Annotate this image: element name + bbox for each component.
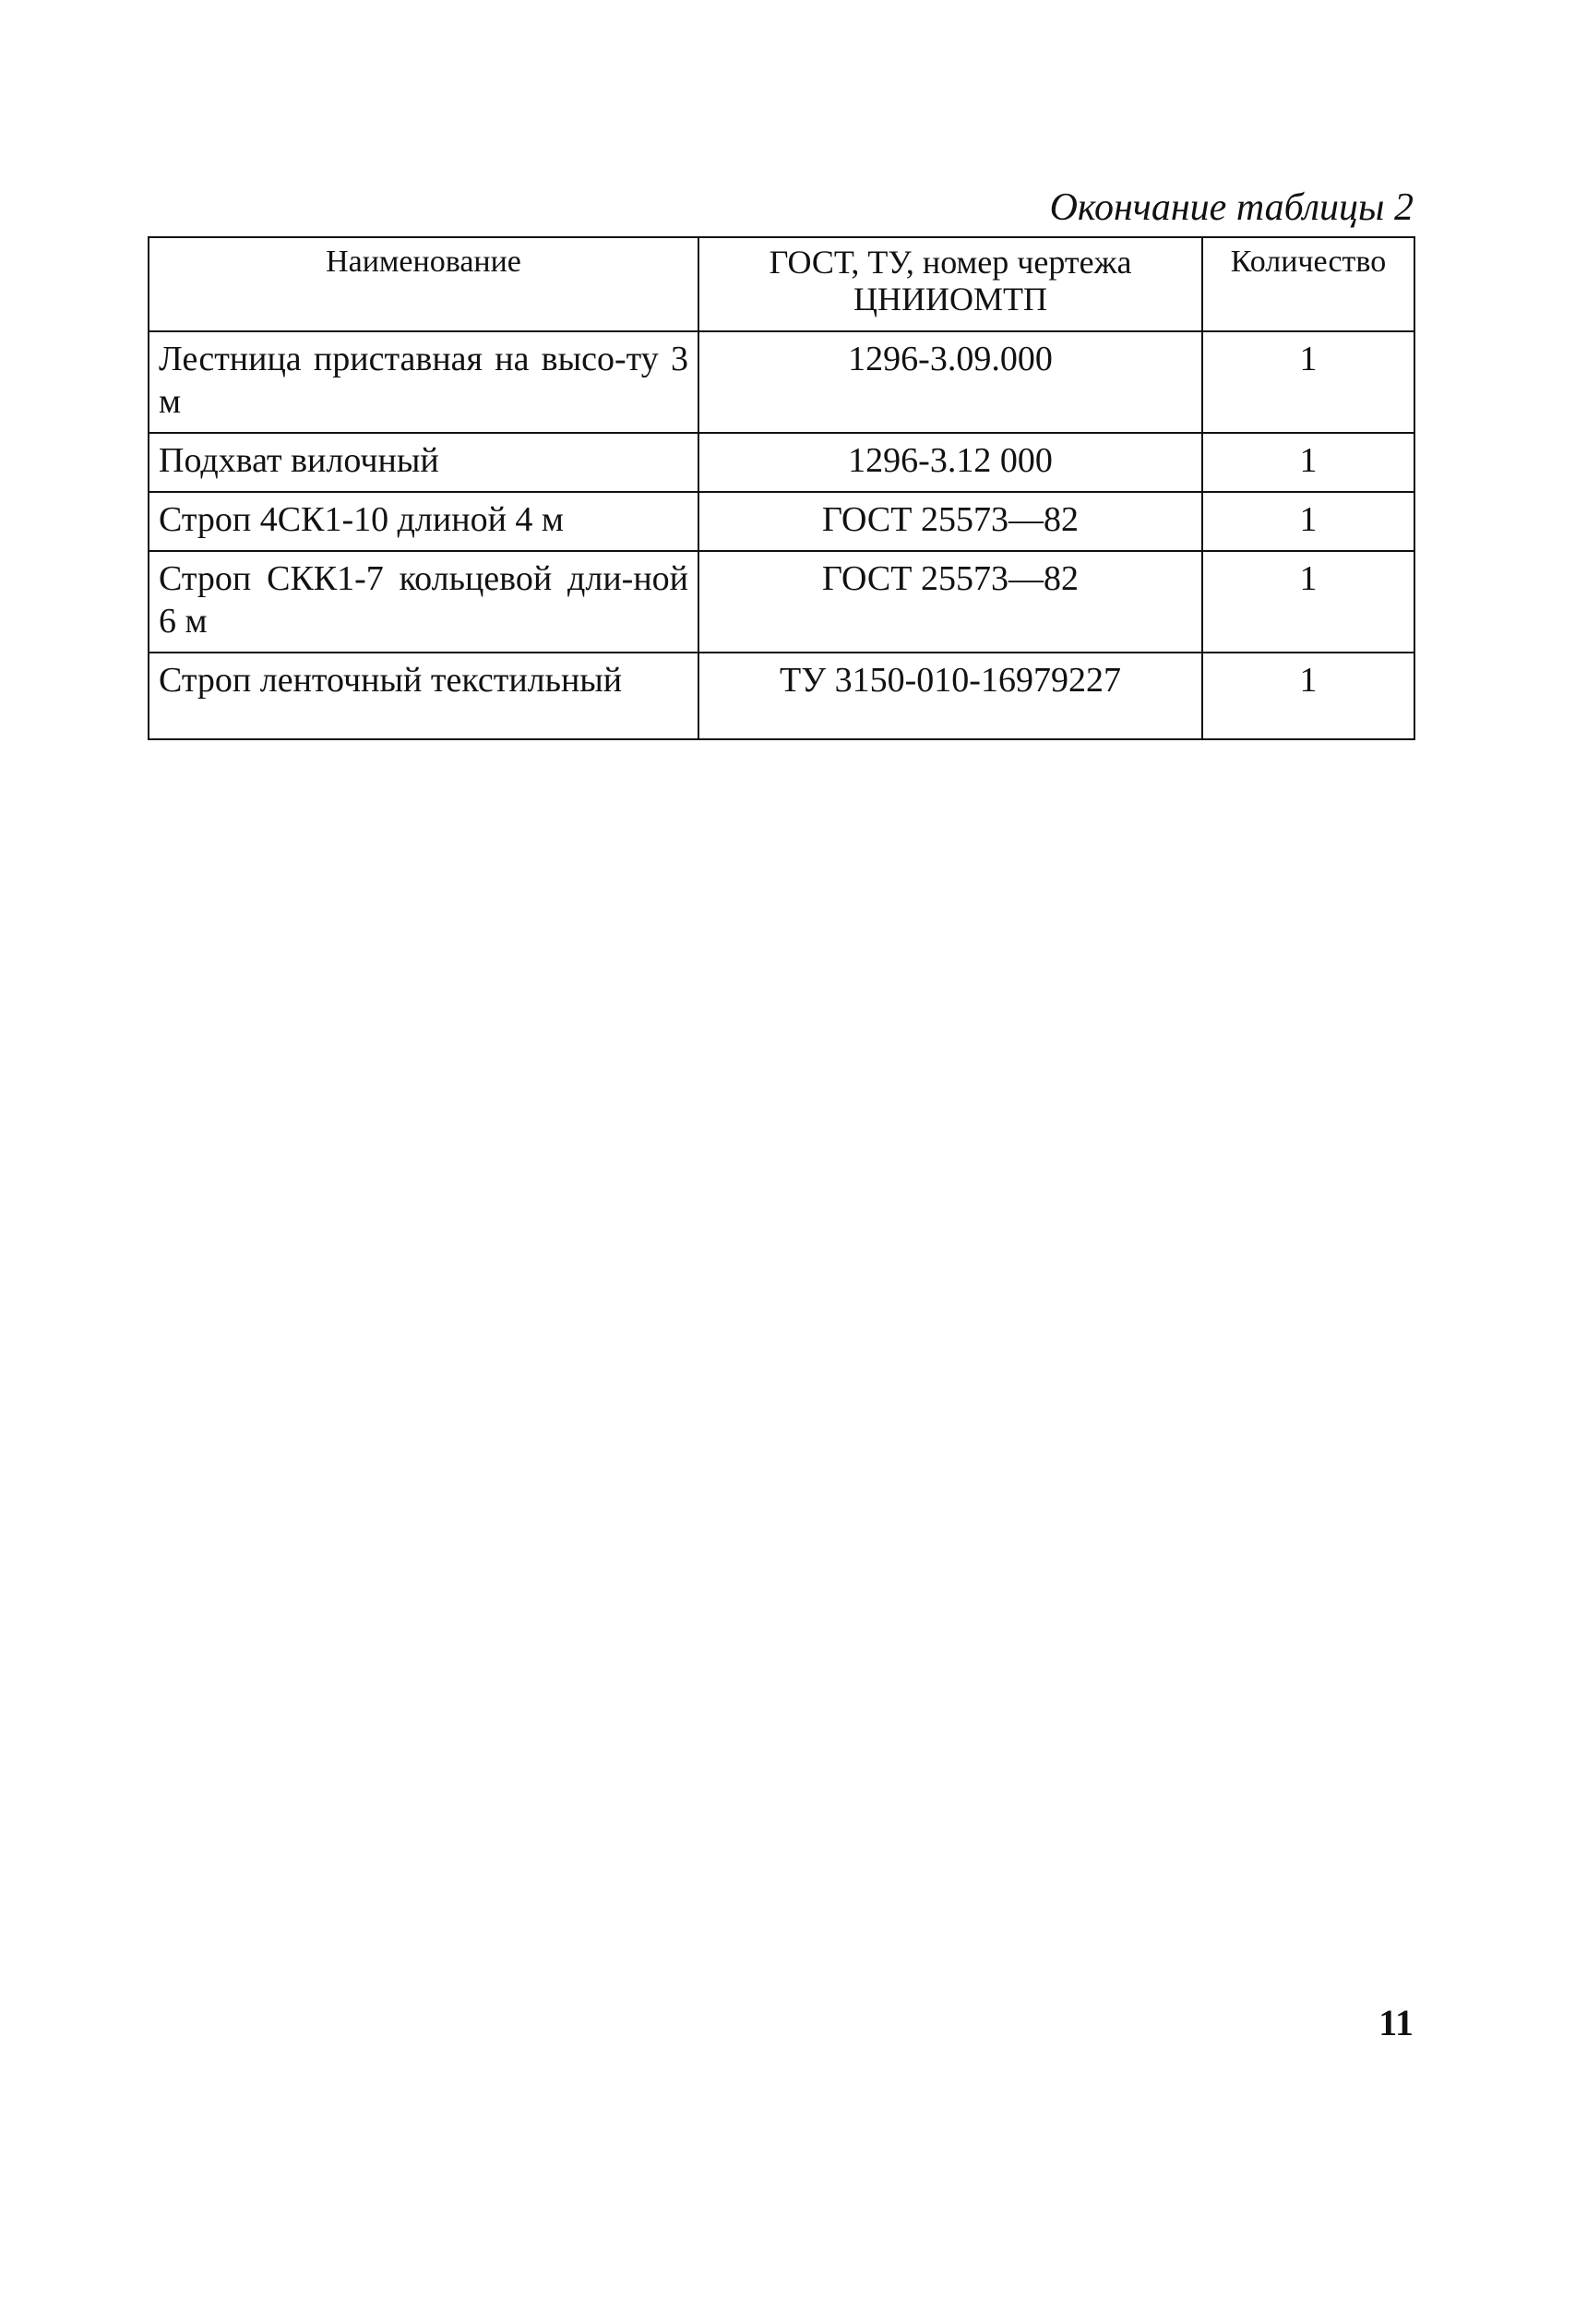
cell-quantity: 1 <box>1202 492 1414 551</box>
equipment-table <box>148 236 1415 740</box>
cell-name: Лестница приставная на высо-ту 3 м <box>149 331 698 433</box>
table-row <box>149 653 1414 739</box>
table-row <box>149 492 1414 551</box>
cell-quantity: 1 <box>1202 653 1414 739</box>
table-row <box>149 433 1414 492</box>
table-caption: Окончание таблицы 2 <box>1049 186 1414 229</box>
cell-name: Подхват вилочный <box>149 433 698 492</box>
cell-name: Строп 4СК1-10 длиной 4 м <box>149 492 698 551</box>
cell-name: Строп ленточный текстильный <box>149 653 698 739</box>
table-row <box>149 551 1414 653</box>
column-header-quantity: Количество <box>1202 237 1414 331</box>
cell-reference: ТУ 3150-010-16979227 <box>698 653 1202 739</box>
cell-reference: 1296-3.12 000 <box>698 433 1202 492</box>
cell-reference: ГОСТ 25573—82 <box>698 492 1202 551</box>
cell-quantity: 1 <box>1202 551 1414 653</box>
column-header-name: Наименование <box>149 237 698 331</box>
table-row <box>149 331 1414 433</box>
cell-reference: ГОСТ 25573—82 <box>698 551 1202 653</box>
table-header-row <box>149 237 1414 331</box>
cell-quantity: 1 <box>1202 331 1414 433</box>
column-header-reference: ГОСТ, ТУ, номер чертежа ЦНИИОМТП <box>698 237 1202 331</box>
page-number: 11 <box>1378 2002 1414 2043</box>
cell-reference: 1296-3.09.000 <box>698 331 1202 433</box>
cell-quantity: 1 <box>1202 433 1414 492</box>
cell-name: Строп СКК1-7 кольцевой дли-ной 6 м <box>149 551 698 653</box>
